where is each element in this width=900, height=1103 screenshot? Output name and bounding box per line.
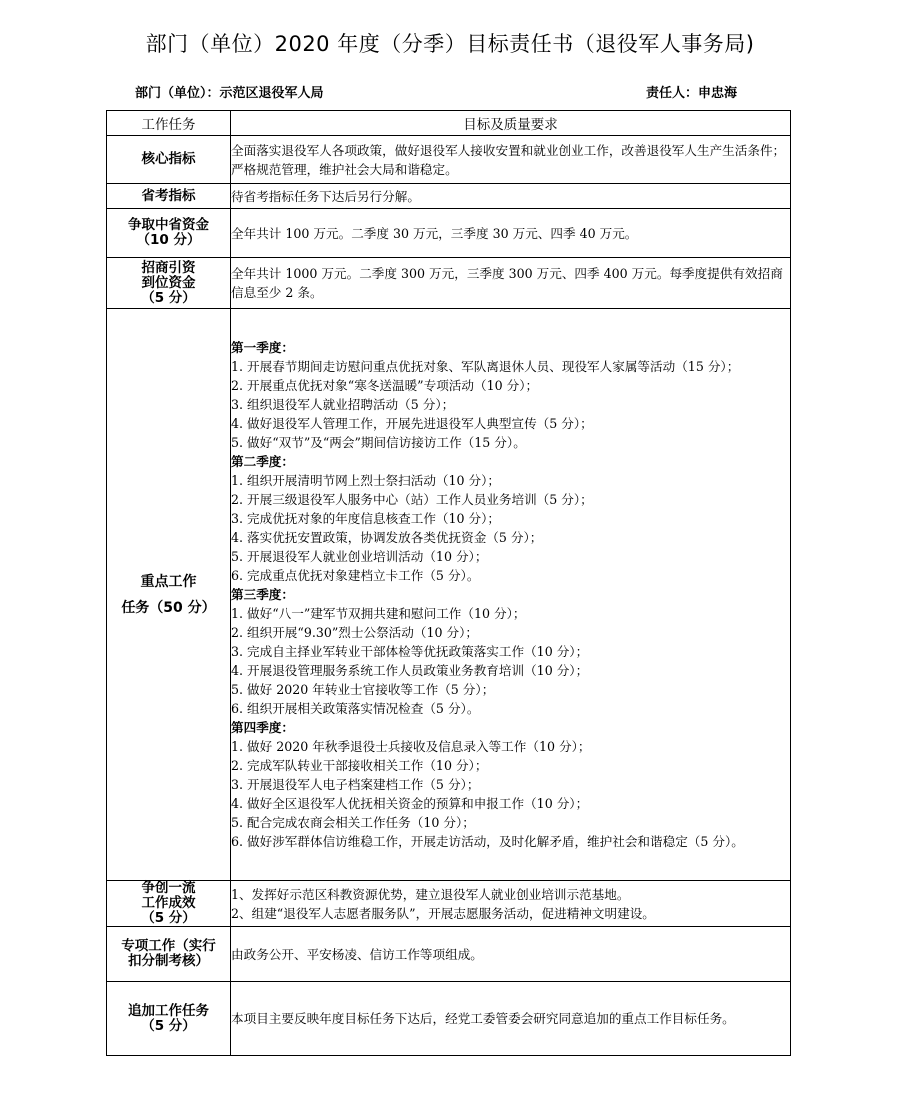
task-item: 6. 做好涉军群体信访维稳工作，开展走访活动，及时化解矛盾，维护社会和谐稳定（5 分）。 [231, 834, 744, 849]
task-item: 2. 开展重点优抚对象“寒冬送温暖”专项活动（10 分）； [231, 378, 539, 393]
row-label [107, 982, 231, 1056]
row-content [231, 927, 791, 982]
label-line: 扣分制考核） [128, 953, 209, 969]
table-row-investment-funds [107, 258, 791, 309]
label-line: 省考指标 [141, 187, 196, 204]
task-item: 1. 组织开展清明节网上烈士祭扫活动（10 分）； [231, 473, 501, 488]
header-task: 工作任务 [107, 111, 231, 136]
task-item: 2. 开展三级退役军人服务中心（站）工作人员业务培训（5 分）； [231, 492, 593, 507]
responsible-person-label: 责任人：申忠海 [646, 86, 738, 101]
task-item: 1. 开展春节期间走访慰问重点优抚对象、军队离退休人员、现役军人家属等活动（15 分）； [231, 359, 740, 374]
season-title: 第一季度： [231, 340, 294, 355]
row-content [231, 136, 791, 184]
label-line: 任务（50 分） [121, 599, 216, 616]
table-row-first-class-effect [107, 881, 791, 927]
label-line: 工作成效 [141, 895, 196, 911]
row-content [231, 881, 791, 927]
task-item: 6. 完成重点优抚对象建档立卡工作（5 分）。 [231, 568, 480, 583]
label-line: 追加工作任务 [128, 1002, 209, 1019]
row-content [231, 258, 791, 309]
row-label [107, 927, 231, 982]
row-label [107, 258, 231, 309]
row-content [231, 982, 791, 1056]
row-content [231, 209, 791, 258]
content-line: 2、组建“退役军人志愿者服务队”，开展志愿服务活动，促进精神文明建设。 [231, 905, 655, 921]
table-row-additional-tasks [107, 982, 791, 1056]
table-row-key-tasks [107, 309, 791, 881]
row-label [107, 136, 231, 184]
task-item: 4. 落实优抚安置政策，协调发放各类优抚资金（5 分）； [231, 530, 543, 545]
task-item: 1. 做好“八一”建军节双拥共建和慰问工作（10 分）； [231, 606, 526, 621]
task-item: 3. 完成自主择业军转业干部体检等优抚政策落实工作（10 分）； [231, 644, 589, 659]
label-line: 争取中省资金 [128, 217, 209, 233]
task-item: 5. 开展退役军人就业创业培训活动（10 分）； [231, 549, 488, 564]
label-line: 招商引资 [141, 259, 196, 276]
label-line: 重点工作 [140, 573, 197, 590]
task-item: 1. 做好 2020 年秋季退役士兵接收及信息录入等工作（10 分）； [231, 739, 591, 754]
label-line: （5 分） [141, 910, 196, 926]
task-item: 3. 开展退役军人电子档案建档工作（5 分）； [231, 777, 480, 792]
task-item: 3. 完成优抚对象的年度信息核查工作（10 分）； [231, 511, 501, 526]
label-line: （5 分） [141, 289, 196, 306]
season-title: 第三季度： [231, 587, 294, 602]
task-item: 4. 做好退役军人管理工作，开展先进退役军人典型宣传（5 分）； [231, 416, 593, 431]
row-label [107, 881, 231, 927]
content-line: 全年共计 1000 万元。二季度 300 万元，三季度 300 万元、四季 400 万元。每季度提供有效招商信息至少 2 条。 [231, 266, 783, 300]
table-header-row [107, 111, 791, 136]
label-line: （5 分） [141, 1017, 196, 1034]
content-line: 待省考指标任务下达后另行分解。 [231, 188, 420, 204]
task-item: 2. 完成军队转业干部接收相关工作（10 分）； [231, 758, 488, 773]
header-requirements: 目标及质量要求 [231, 111, 791, 136]
content-line: 1、发挥好示范区科教资源优势，建立退役军人就业创业培训示范基地。 [231, 886, 630, 902]
table-row-provincial-indicator [107, 184, 791, 209]
row-label [107, 309, 231, 881]
task-item: 4. 做好全区退役军人优抚相关资金的预算和申报工作（10 分）； [231, 796, 589, 811]
table-row-special-work [107, 927, 791, 982]
task-item: 5. 做好“双节”及“两会”期间信访接访工作（15 分）。 [231, 435, 526, 450]
row-content [231, 184, 791, 209]
document-title: 部门（单位）2020 年度（分季）目标责任书（退役军人事务局) [145, 32, 755, 56]
task-item: 5. 配合完成农商会相关工作任务（10 分）； [231, 815, 475, 830]
task-item: 4. 开展退役管理服务系统工作人员政策业务教育培训（10 分）； [231, 663, 589, 678]
task-item: 3. 组织退役军人就业招聘活动（5 分）； [231, 397, 455, 412]
label-line: 核心指标 [141, 151, 196, 167]
table-row-core-indicator [107, 136, 791, 184]
row-label [107, 209, 231, 258]
season-title: 第二季度： [231, 454, 294, 469]
content-line: 由政务公开、平安杨凌、信访工作等项组成。 [231, 946, 483, 962]
season-title: 第四季度： [231, 720, 294, 735]
target-responsibility-table [106, 110, 791, 1056]
table-row-central-funds [107, 209, 791, 258]
row-label [107, 184, 231, 209]
label-line: （10 分） [136, 232, 201, 248]
content-line: 全面落实退役军人各项政策，做好退役军人接收安置和就业创业工作，改善退役军人生产生活条件；严格规范管理，维护社会大局和谐稳定。 [231, 142, 786, 177]
label-line: 争创一流 [141, 880, 196, 896]
department-label: 部门（单位）：示范区退役军人局 [135, 86, 324, 101]
row-content [231, 309, 791, 881]
content-line: 全年共计 100 万元。二季度 30 万元，三季度 30 万元、四季 40 万元。 [231, 225, 638, 241]
task-item: 5. 做好 2020 年转业士官接收等工作（5 分）； [231, 682, 495, 697]
task-item: 2. 组织开展“9.30”烈士公祭活动（10 分）； [231, 625, 478, 640]
content-line: 本项目主要反映年度目标任务下达后，经党工委管委会研究同意追加的重点工作目标任务。 [231, 1011, 735, 1026]
task-item: 6. 组织开展相关政策落实情况检查（5 分）。 [231, 701, 480, 716]
label-line: 到位资金 [141, 274, 196, 291]
label-line: 专项工作（实行 [121, 938, 216, 954]
